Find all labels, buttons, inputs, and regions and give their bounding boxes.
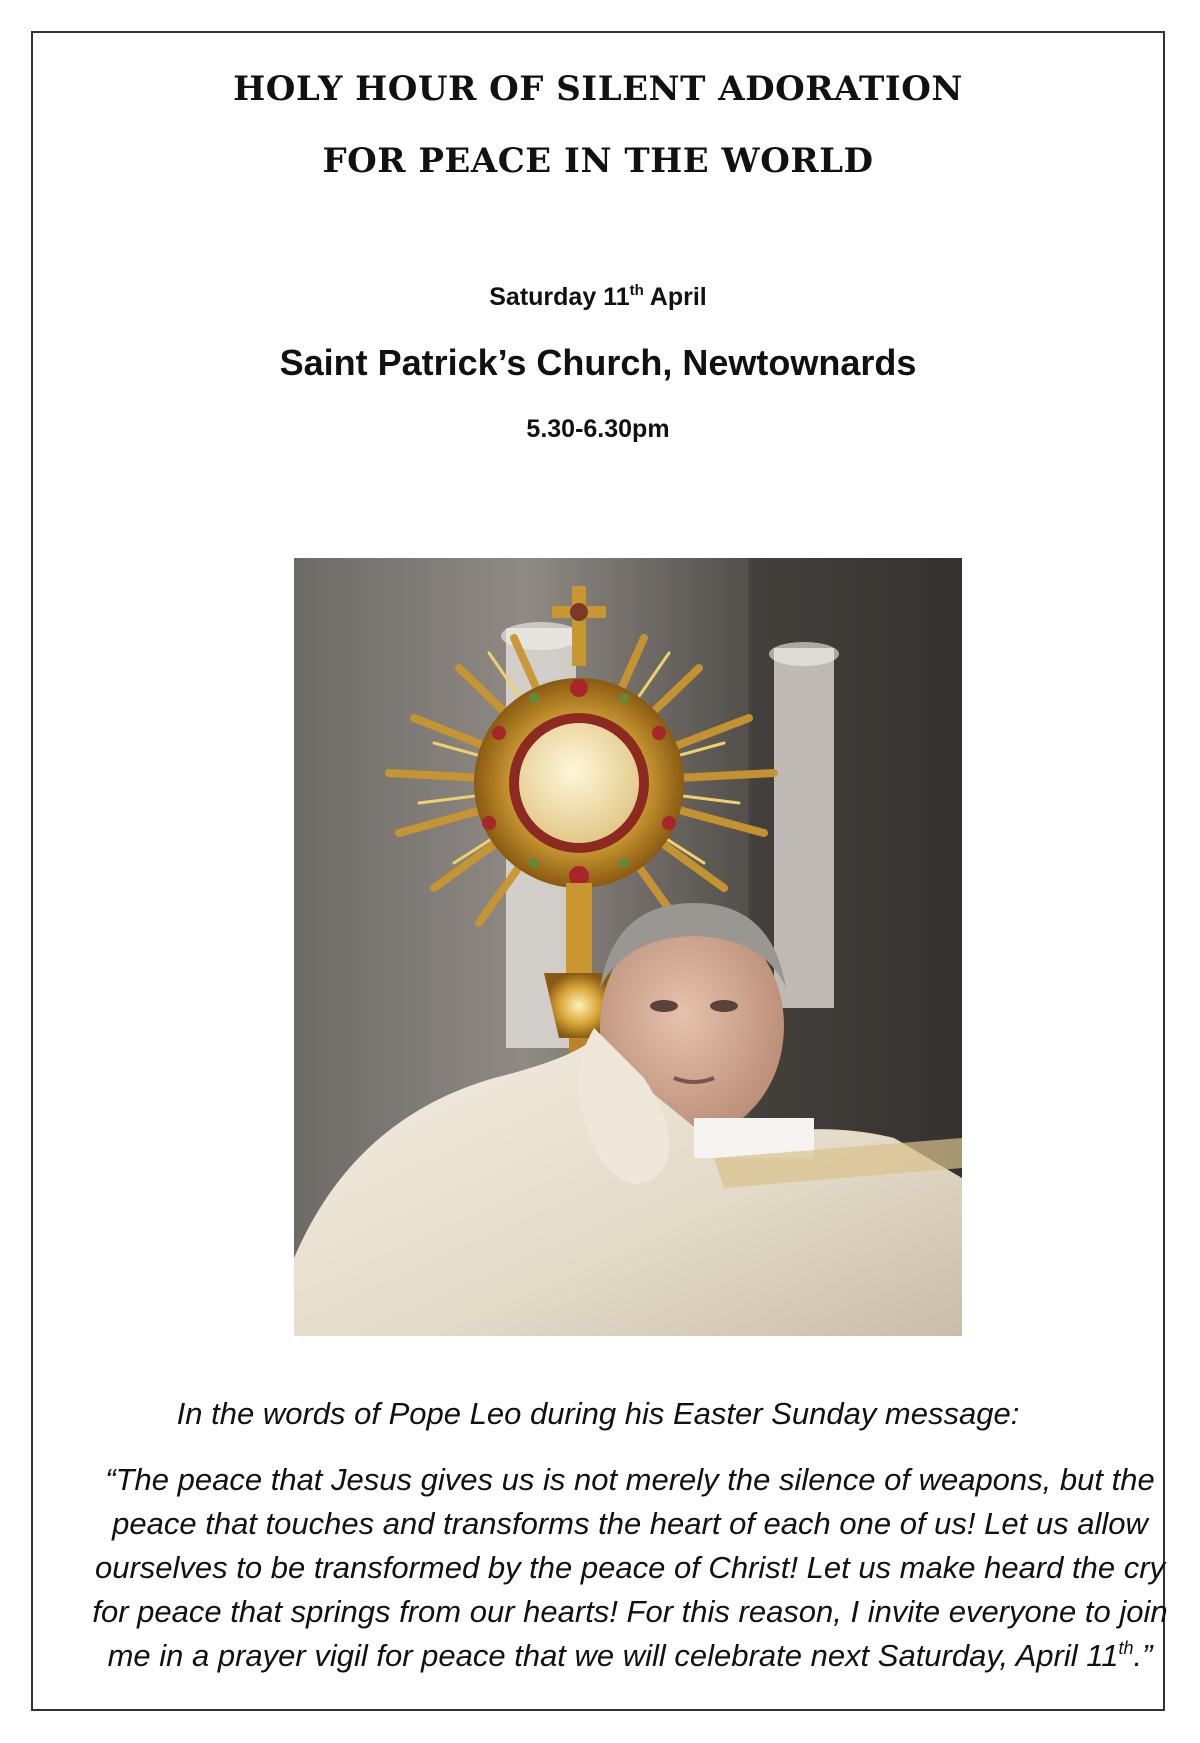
quote-closing: .” <box>1133 1638 1153 1673</box>
monstrance-photo <box>294 558 962 1336</box>
poster-title-line-2: FOR PEACE IN THE WORLD <box>322 141 874 181</box>
event-date-month: April <box>643 283 707 311</box>
quote-ordinal: th <box>1118 1638 1134 1658</box>
quote-text: “The peace that Jesus gives us is not merely the silence of weapons, but the peace that touches and transforms the heart of each one of us! Let us allow ourselves to be transformed by the peace of Christ! Let us make heard the cry for peace that springs from our hearts! For this reason, I invite everyone to join me in a prayer vigil for peace that we will celebrate next Saturday, April 11 <box>92 1462 1168 1673</box>
message-intro: In the words of Pope Leo during his Easter Sunday message: <box>176 1396 1020 1431</box>
pope-leo-quote <box>73 1458 1187 1678</box>
event-time: 5.30-6.30pm <box>526 415 670 443</box>
event-date <box>33 283 1163 312</box>
event-date-day: Saturday 11 <box>489 283 630 311</box>
event-venue: Saint Patrick’s Church, Newtownards <box>279 342 917 383</box>
poster-title-line-1: HOLY HOUR OF SILENT ADORATION <box>233 69 963 109</box>
poster-frame <box>31 31 1168 1711</box>
event-date-ordinal: th <box>629 282 644 299</box>
